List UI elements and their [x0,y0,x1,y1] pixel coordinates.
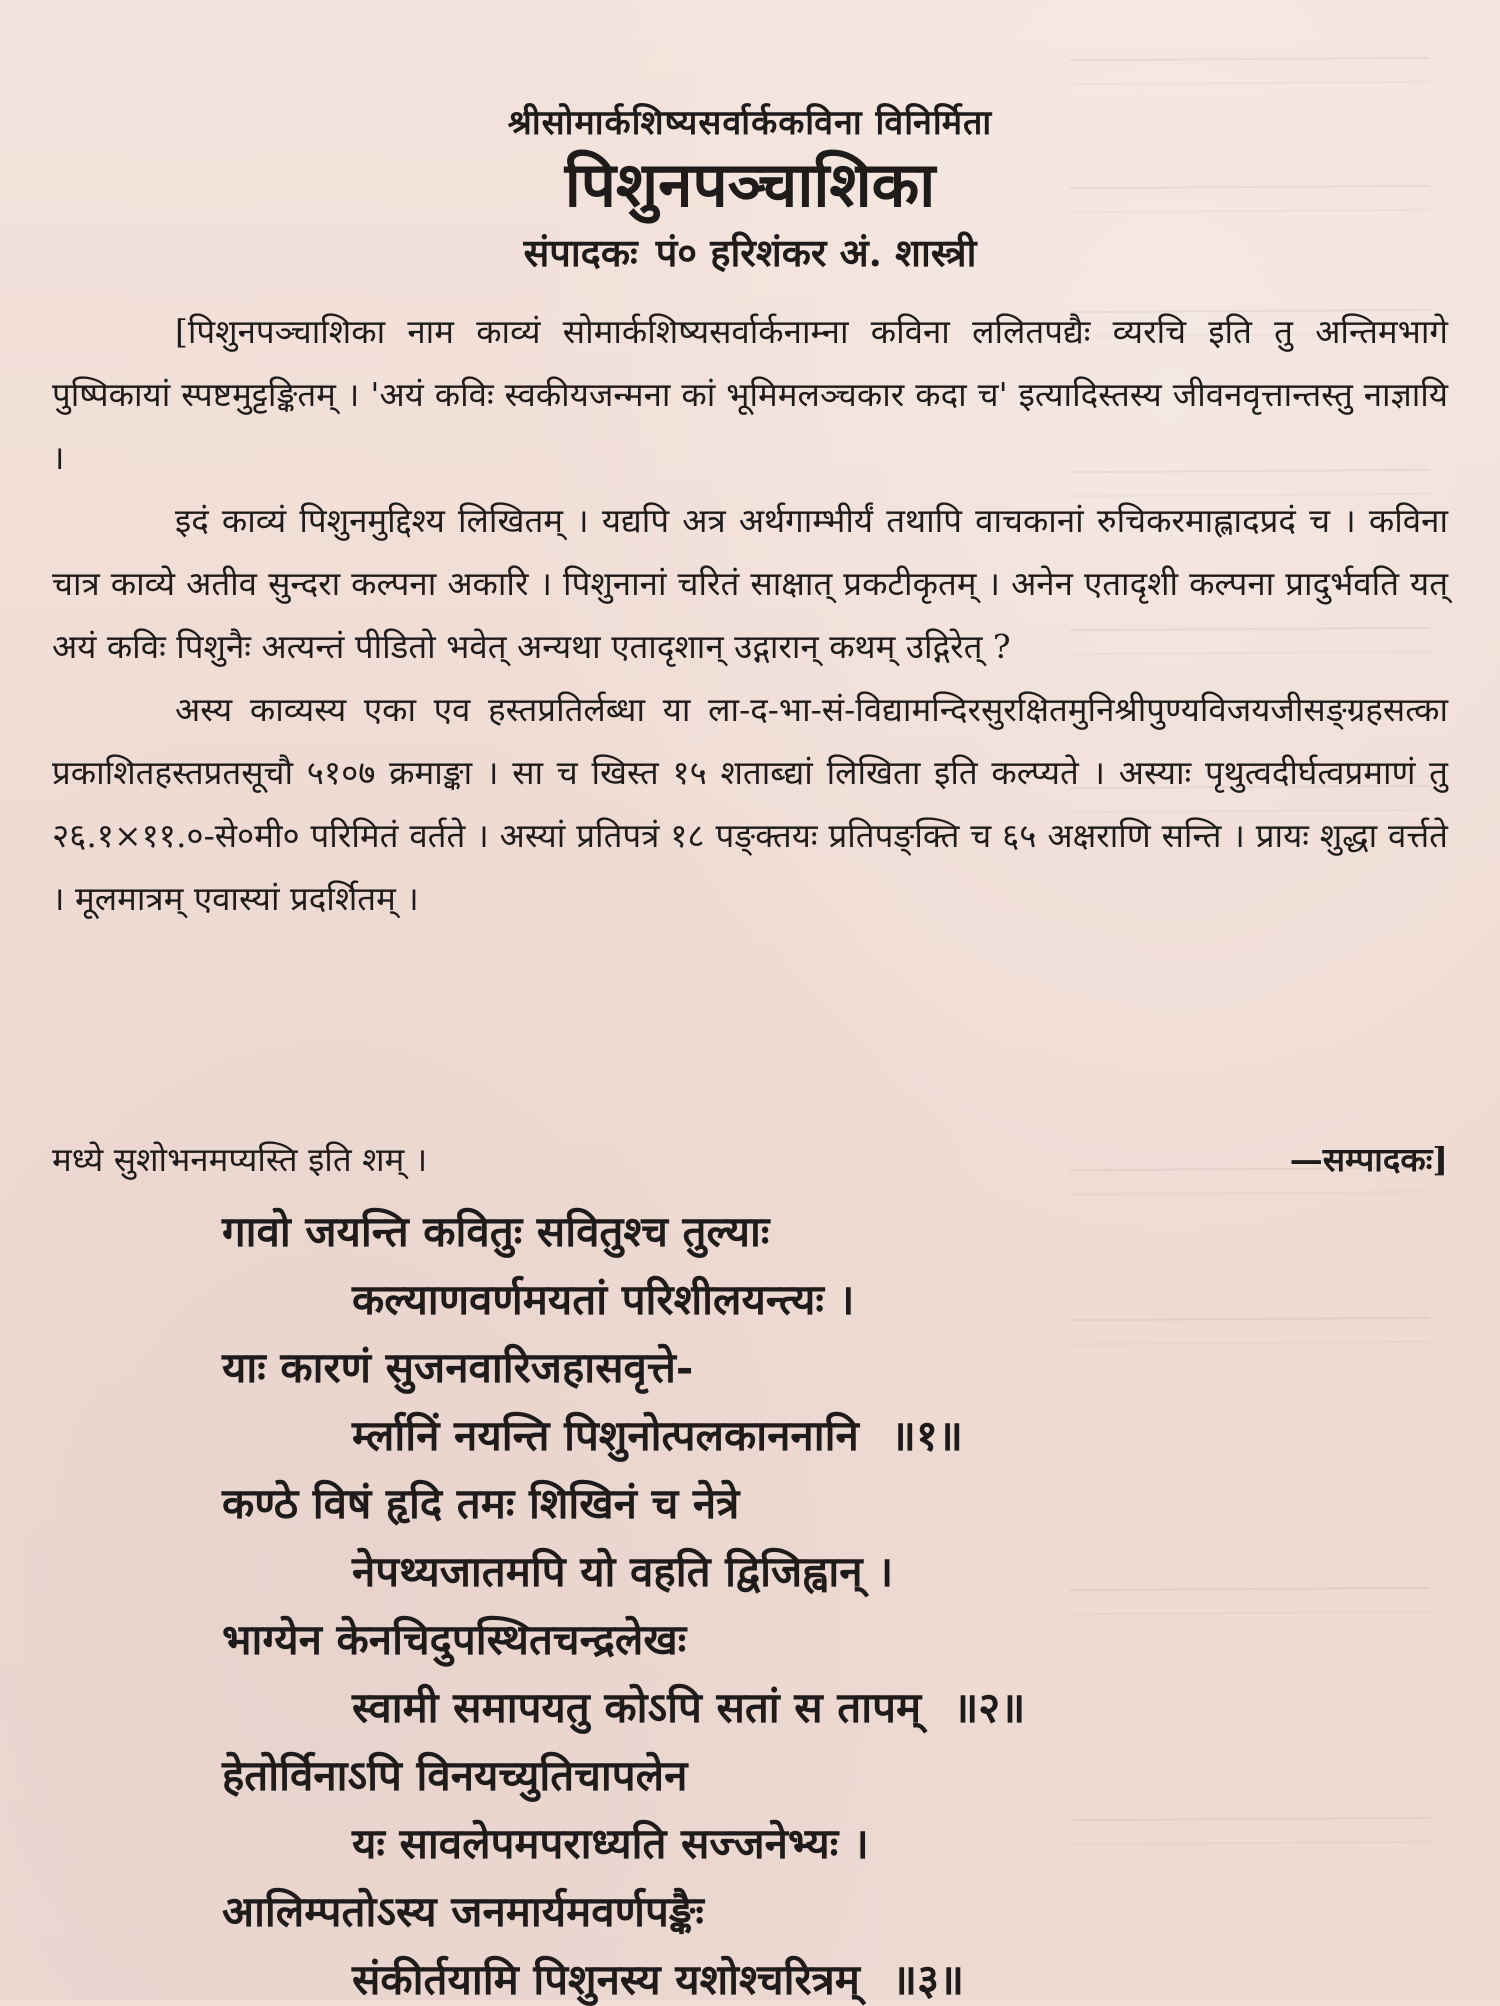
verse-line [352,1410,963,1462]
verse-line [352,1954,964,2006]
editor-signature: —सम्पादकः] [1289,1140,1448,1179]
bleed-through-mark [1070,1817,1430,1846]
intro-paragraph: इदं काव्यं पिशुनमुद्दिश्य लिखितम् । यद्यपि अत्र अर्थगाम्भीर्यं तथापि वाचकानां रुचिकरमाह्लादप्रदं च । कविना चात्र काव्ये अतीव सुन्दरा कल्पना अकारि । पिशुनानां चरितं साक्षात् प्रकटीकृतम् । अनेन एतादृशी कल्पना प्रादुर्भवति यत् अयं कविः पिशुनैः अत्यन्तं पीडितो भवेत् अन्यथा एतादृशान् उद्गारान् कथम् उद्गिरेत् ? [52,501,1448,666]
page-header [0,98,1500,278]
editor-line [0,226,1500,278]
verse-line: याः कारणं सुजनवारिजहासवृत्ते- [222,1343,694,1392]
bleed-through-mark [1070,1587,1430,1616]
verse-line: भाग्येन केनचिदुपस्थितचन्द्रलेखः [222,1615,687,1664]
editor-name: पं० हरिशंकर अं. शास्त्री [655,230,977,275]
verse-number: ॥२॥ [953,1683,1026,1732]
verse-line: कल्याणवर्णमयतां परिशीलयन्त्यः । [352,1275,855,1324]
bleed-through-mark [1070,1317,1430,1346]
bleed-through-mark [1070,57,1430,86]
verse-number: ॥१॥ [890,1411,963,1460]
verse-text: र्म्लानिं नयन्ति पिशुनोत्पलकाननानि [352,1411,859,1460]
verse-line: कण्ठे विषं हृदि तमः शिखिनं च नेत्रे [222,1479,740,1528]
editorial-introduction [52,300,1448,930]
verse-line: नेपथ्यजातमपि यो वहति द्विजिह्वान् । [352,1547,894,1596]
intro-paragraph: अस्य काव्यस्य एका एव हस्तप्रतिर्लब्धा या ला-द-भा-सं-विद्यामन्दिरसुरक्षितमुनिश्रीपुण्यविजयजीसङ्ग्रहसत्का प्रकाशितहस्तप्रतसूचौ ५१०७ क्रमाङ्का । सा च खिस्त १५ शताब्द्यां लिखिता इति कल्प्यते । अस्याः पृथुत्वदीर्घत्वप्रमाणं तु २६.१×११.०-से०मी० परिमितं वर्तते । अस्यां प्रतिपत्रं १८ पङ्क्तयः प्रतिपङ्क्ति च ६५ अक्षराणि सन्ति । प्रायः शुद्धा वर्त्तते । मूलमात्रम् एवास्यां प्रदर्शितम् । [52,690,1448,918]
verse-line: आलिम्पतोऽस्य जनमार्यमवर्णपङ्कैः [222,1887,704,1936]
verse-line: हेतोर्विनाऽपि विनयच्युतिचापलेन [222,1751,688,1800]
verse-line: गावो जयन्ति कवितुः सवितुश्च तुल्याः [222,1207,770,1256]
editor-label: संपादकः [523,230,638,275]
work-attribution: श्रीसोमार्कशिष्यसर्वार्ककविना विनिर्मिता [507,103,993,143]
verse-number: ॥३॥ [891,1955,965,2004]
verse-line [352,1682,1025,1734]
verse-line: यः सावलेपमपराध्यति सज्जनेभ्यः । [352,1819,869,1868]
verse-text: स्वामी समापयतु कोऽपि सतां स तापम् [352,1683,922,1732]
work-title: पिशुनपञ्चाशिका [564,148,936,221]
intro-closing-row [52,1128,1448,1191]
intro-paragraph: [पिशुनपञ्चाशिका नाम काव्यं सोमार्कशिष्यसर्वार्कनाम्ना कविना ललितपद्यैः व्यरचि इति तु अन्तिमभागे पुष्पिकायां स्पष्टमुट्टङ्कितम् । 'अयं कविः स्वकीयजन्मना कां भूमिमलञ्चकार कदा च' इत्यादिस्तस्य जीवनवृत्तान्तस्तु नाज्ञायि । [52,312,1448,477]
verse-text: संकीर्तयामि पिशुनस्य यशोश्चरित्रम् [352,1955,860,2004]
intro-closing: मध्ये सुशोभनमप्यस्ति इति शम् । [52,1140,428,1179]
